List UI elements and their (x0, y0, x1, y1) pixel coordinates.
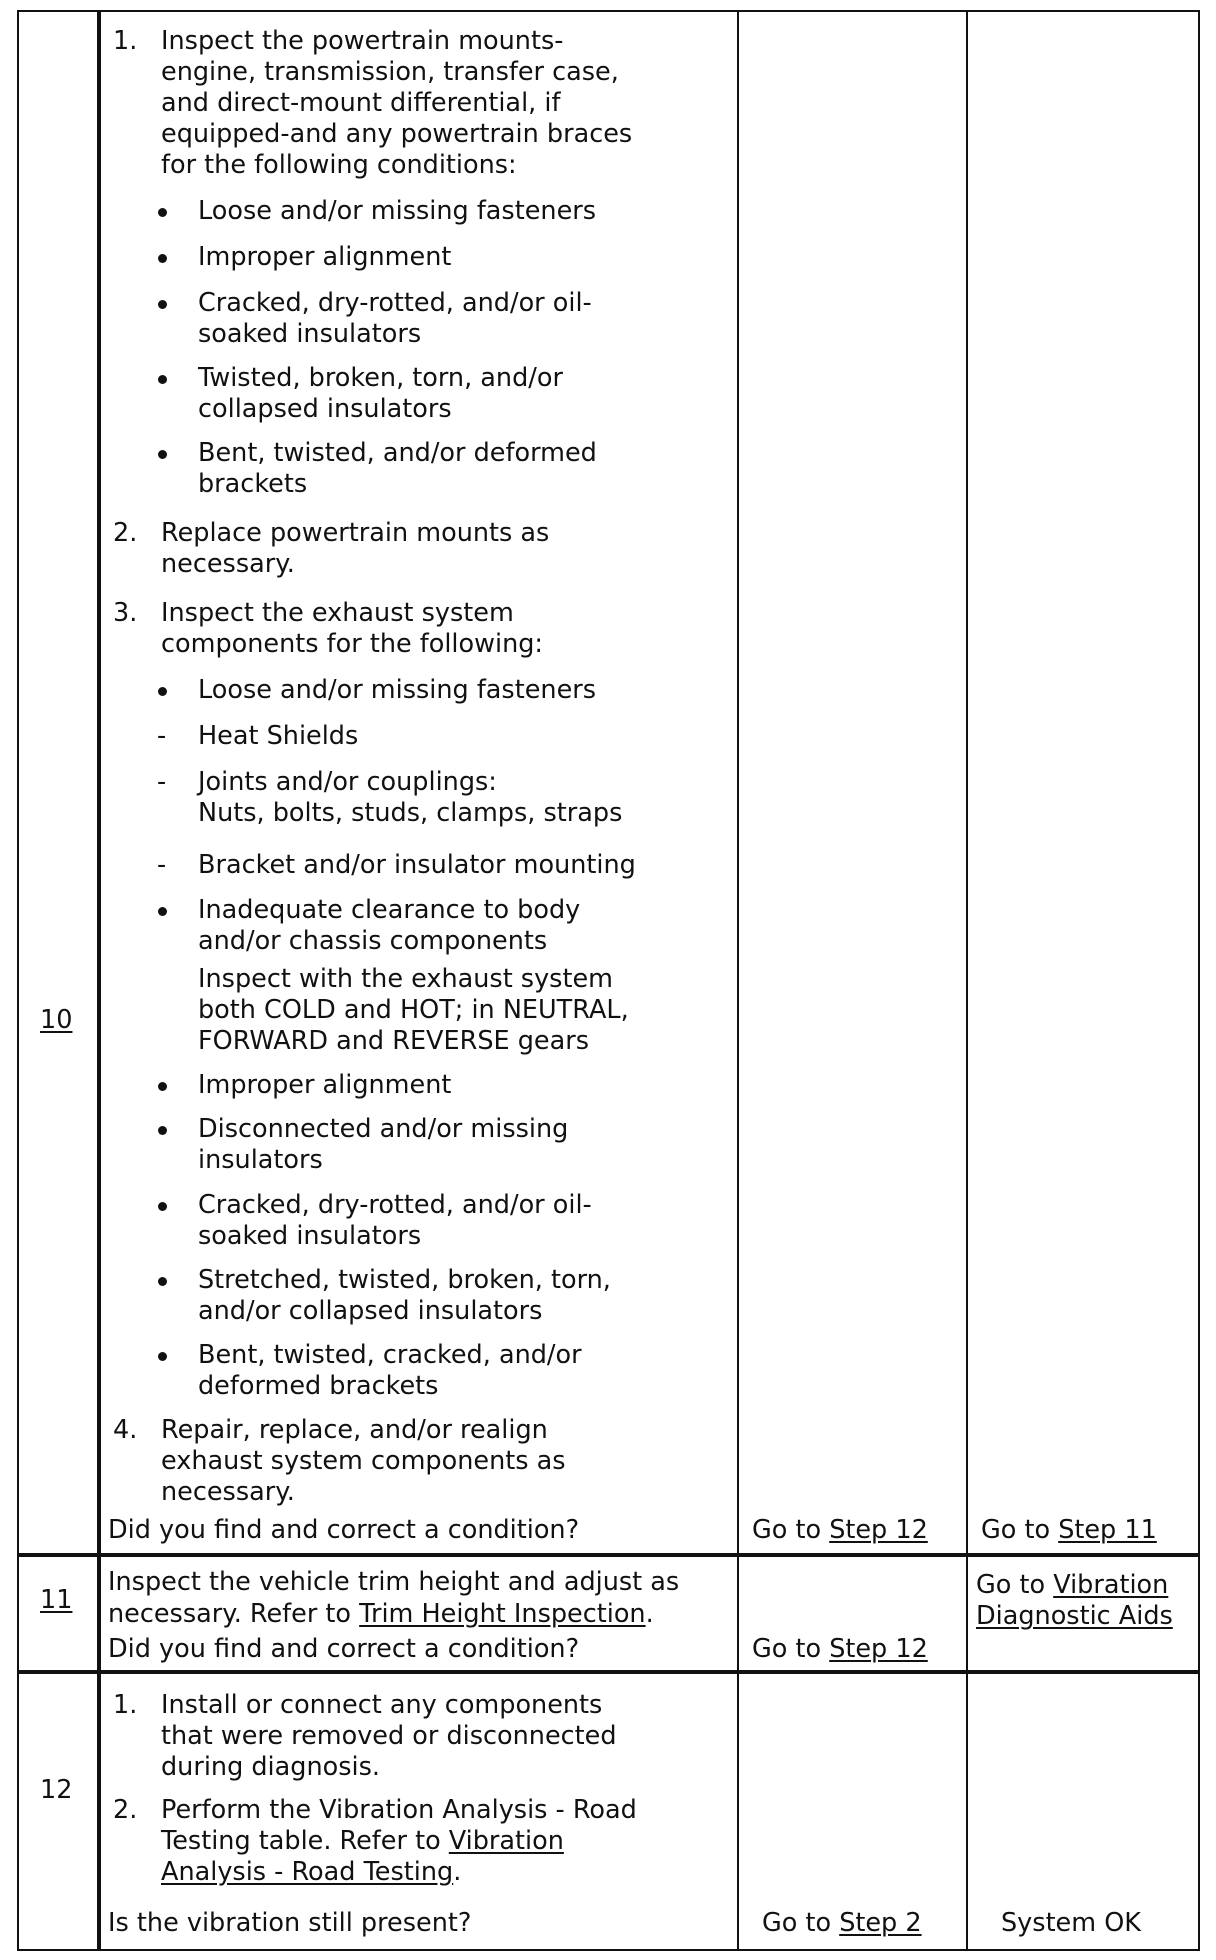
step-10-line: Improper alignment (198, 1070, 452, 1100)
step-11-yes-cell (752, 1634, 928, 1665)
step-10-line: Loose and/or missing fasteners (198, 196, 597, 226)
step-10-line: soaked insulators (198, 1221, 422, 1251)
step-10-line: Heat Shields (198, 721, 359, 751)
step-10-line: Inadequate clearance to body (198, 895, 581, 925)
step-10-question: Did you find and correct a condition? (108, 1515, 580, 1545)
step-12-no-cell: System OK (1001, 1908, 1141, 1938)
step-10-line: Twisted, broken, torn, and/or (198, 363, 563, 393)
step-10-line: equipped-and any powertrain braces (161, 119, 633, 149)
step-12-item-2-line2 (161, 1826, 564, 1857)
step-10-item-6-number: 2. (113, 518, 138, 548)
vibration-analysis-road-testing-link-line2[interactable]: Analysis - Road Testing (161, 1857, 454, 1887)
vibration-diagnostic-aids-link[interactable]: Vibration (1053, 1570, 1169, 1600)
bullet-icon (158, 1202, 167, 1211)
dash-icon: - (157, 850, 167, 880)
step-12-item-1-line1: Install or connect any components (161, 1690, 603, 1720)
step-10-item-7-number: 3. (113, 598, 138, 628)
step-11-text-line2 (108, 1599, 654, 1630)
step-12-item-2-line1: Perform the Vibration Analysis - Road (161, 1795, 637, 1825)
step-10-line: Improper alignment (198, 242, 452, 272)
dash-icon: - (157, 767, 167, 797)
table-border-top (17, 10, 1200, 12)
step-10-line: Bent, twisted, cracked, and/or (198, 1340, 582, 1370)
no-prefix: Go to (976, 1570, 1054, 1600)
step-10-no-link[interactable]: Step 11 (1058, 1515, 1157, 1545)
step-10-line: deformed brackets (198, 1371, 439, 1401)
step-10-line: collapsed insulators (198, 394, 452, 424)
bullet-icon (158, 1352, 167, 1361)
step-10-line: brackets (198, 469, 308, 499)
step-12-question: Is the vibration still present? (108, 1908, 472, 1938)
step-10-yes-link[interactable]: Step 12 (829, 1515, 928, 1545)
bullet-icon (158, 300, 167, 309)
vibration-diagnostic-aids-link-line2[interactable]: Diagnostic Aids (976, 1601, 1173, 1631)
step-12-yes-cell (762, 1908, 922, 1939)
step-12-item-1-number: 1. (113, 1690, 138, 1720)
step-12-item-1-line3: during diagnosis. (161, 1752, 380, 1782)
row-divider-10-11 (17, 1553, 1200, 1557)
step-10-line: Repair, replace, and/or realign (161, 1415, 548, 1445)
step-10-line: and direct-mount differential, if (161, 88, 561, 118)
step-11-yes-link[interactable]: Step 12 (829, 1634, 928, 1664)
table-border-bottom (17, 1949, 1200, 1951)
row-divider-11-12 (17, 1670, 1200, 1674)
no-prefix: Go to (981, 1515, 1059, 1545)
step-12-item-2-number: 2. (113, 1795, 138, 1825)
step-10-line: Bent, twisted, and/or deformed (198, 438, 597, 468)
step-10-line: engine, transmission, transfer case, (161, 57, 619, 87)
step-10-line: for the following conditions: (161, 150, 517, 180)
step-10-line: Loose and/or missing fasteners (198, 675, 597, 705)
step-10-line: Inspect the powertrain mounts- (161, 26, 564, 56)
step-10-line: both COLD and HOT; in NEUTRAL, (198, 995, 629, 1025)
step-10-line: Joints and/or couplings: (198, 767, 497, 797)
bullet-icon (158, 907, 167, 916)
step-10-line: Inspect with the exhaust system (198, 964, 613, 994)
step-10-line: soaked insulators (198, 319, 422, 349)
step-10-line: Cracked, dry-rotted, and/or oil- (198, 288, 592, 318)
step-10-line: Cracked, dry-rotted, and/or oil- (198, 1190, 592, 1220)
step-10-line: Replace powertrain mounts as (161, 518, 550, 548)
yes-prefix: Go to (752, 1634, 830, 1664)
bullet-icon (158, 375, 167, 384)
step-10-line: and/or collapsed insulators (198, 1296, 543, 1326)
step-10-yes-cell (752, 1515, 928, 1546)
step-10-line: necessary. (161, 1477, 295, 1507)
step-11-question: Did you find and correct a condition? (108, 1634, 580, 1664)
column-divider-yes (966, 10, 968, 1951)
bullet-icon (158, 1277, 167, 1286)
step-10-item-19-number: 4. (113, 1415, 138, 1445)
bullet-icon (158, 254, 167, 263)
step-10-no-cell (981, 1515, 1157, 1546)
step-12-item-1-line2: that were removed or disconnected (161, 1721, 617, 1751)
table-border-right (1198, 10, 1200, 1951)
step-10-line: Nuts, bolts, studs, clamps, straps (198, 798, 623, 828)
step-10-line: Disconnected and/or missing (198, 1114, 569, 1144)
step-10-item-0-number: 1. (113, 26, 138, 56)
column-divider-step (97, 10, 101, 1951)
step-10-line: Stretched, twisted, broken, torn, (198, 1265, 611, 1295)
step-10-line: Inspect the exhaust system (161, 598, 514, 628)
refer-suffix: . (453, 1857, 462, 1887)
step-11-no-cell (976, 1570, 1168, 1601)
bullet-icon (158, 450, 167, 459)
refer-suffix: . (645, 1599, 654, 1629)
refer-prefix: necessary. Refer to (108, 1599, 360, 1629)
column-divider-action (737, 10, 739, 1951)
refer-prefix: Testing table. Refer to (161, 1826, 449, 1856)
step-10-line: components for the following: (161, 629, 544, 659)
step-10-line: FORWARD and REVERSE gears (198, 1026, 590, 1056)
step-10-line: and/or chassis components (198, 926, 548, 956)
yes-prefix: Go to (752, 1515, 830, 1545)
step-11-text-line1: Inspect the vehicle trim height and adjust as (108, 1567, 680, 1597)
bullet-icon (158, 1082, 167, 1091)
step-number-12: 12 (40, 1775, 73, 1805)
yes-prefix: Go to (762, 1908, 840, 1938)
trim-height-inspection-link[interactable]: Trim Height Inspection (359, 1599, 646, 1629)
vibration-analysis-road-testing-link[interactable]: Vibration (448, 1826, 564, 1856)
step-10-line: insulators (198, 1145, 323, 1175)
step-10-line: Bracket and/or insulator mounting (198, 850, 636, 880)
step-10-line: exhaust system components as (161, 1446, 566, 1476)
dash-icon: - (157, 721, 167, 751)
bullet-icon (158, 687, 167, 696)
step-12-yes-link[interactable]: Step 2 (839, 1908, 922, 1938)
bullet-icon (158, 208, 167, 217)
bullet-icon (158, 1126, 167, 1135)
step-12-item-2-line3 (161, 1857, 461, 1888)
table-border-left (17, 10, 19, 1951)
step-number-10[interactable]: 10 (40, 1005, 73, 1035)
step-10-line: necessary. (161, 549, 295, 579)
step-number-11[interactable]: 11 (40, 1585, 73, 1615)
